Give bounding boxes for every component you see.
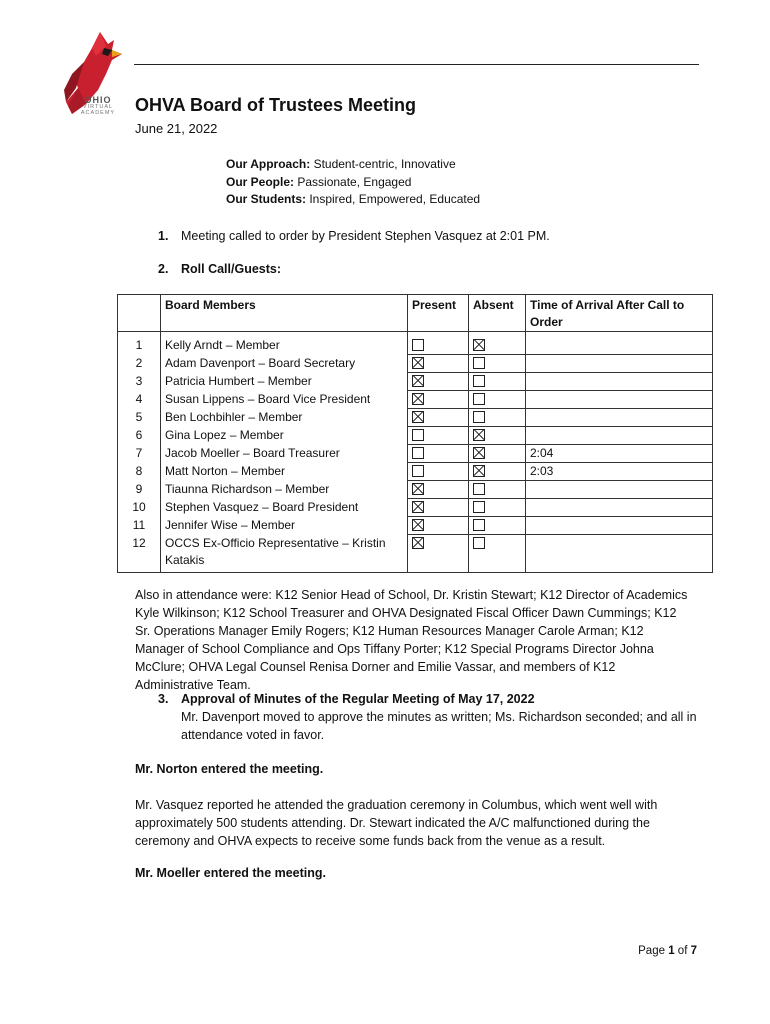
page-title: OHVA Board of Trustees Meeting xyxy=(135,95,417,115)
member-name: Adam Davenport – Board Secretary xyxy=(161,355,408,373)
arrival-time xyxy=(526,355,713,373)
arrival-time xyxy=(526,517,713,535)
present-cell xyxy=(408,409,469,427)
agenda-item-2: 2. Roll Call/Guests: xyxy=(158,262,282,276)
absent-checkbox[interactable] xyxy=(473,339,485,351)
absent-checkbox[interactable] xyxy=(473,357,485,369)
row-number: 1 xyxy=(118,332,161,355)
page-number: Page 1 of 7 xyxy=(638,945,697,957)
col-board-members: Board Members xyxy=(161,295,408,332)
present-checkbox[interactable] xyxy=(412,375,424,387)
member-name: Matt Norton – Member xyxy=(161,463,408,481)
table-row xyxy=(118,409,713,427)
row-number: 7 xyxy=(118,445,161,463)
absent-checkbox[interactable] xyxy=(473,501,485,513)
row-number: 8 xyxy=(118,463,161,481)
member-name: OCCS Ex-Officio Representative – Kristin Katakis xyxy=(161,535,408,573)
arrival-time xyxy=(526,332,713,355)
row-number: 11 xyxy=(118,517,161,535)
table-row xyxy=(118,517,713,535)
member-name: Jacob Moeller – Board Treasurer xyxy=(161,445,408,463)
absent-cell xyxy=(469,535,526,573)
absent-cell xyxy=(469,355,526,373)
present-checkbox[interactable] xyxy=(412,501,424,513)
arrival-time xyxy=(526,373,713,391)
member-name: Gina Lopez – Member xyxy=(161,427,408,445)
table-row xyxy=(118,535,713,573)
table-row xyxy=(118,427,713,445)
member-name: Patricia Humbert – Member xyxy=(161,373,408,391)
header-rule xyxy=(134,64,699,65)
col-absent: Absent xyxy=(469,295,526,332)
table-row xyxy=(118,332,713,355)
member-name: Ben Lochbihler – Member xyxy=(161,409,408,427)
present-checkbox[interactable] xyxy=(412,339,424,351)
absent-checkbox[interactable] xyxy=(473,519,485,531)
arrival-time xyxy=(526,481,713,499)
member-name: Stephen Vasquez – Board President xyxy=(161,499,408,517)
present-cell xyxy=(408,373,469,391)
absent-cell xyxy=(469,332,526,355)
table-row xyxy=(118,355,713,373)
absent-checkbox[interactable] xyxy=(473,411,485,423)
creed-line: Our Approach: Student-centric, Innovative xyxy=(226,157,456,171)
arrival-time: 2:04 xyxy=(526,445,713,463)
present-cell xyxy=(408,391,469,409)
present-checkbox[interactable] xyxy=(412,537,424,549)
present-checkbox[interactable] xyxy=(412,393,424,405)
table-row xyxy=(118,445,713,463)
absent-checkbox[interactable] xyxy=(473,429,485,441)
logo-wordmark: OHIO VIRTUAL ACADEMY xyxy=(80,95,116,116)
creed-block xyxy=(226,156,480,209)
row-number: 12 xyxy=(118,535,161,573)
present-checkbox[interactable] xyxy=(412,411,424,423)
present-checkbox[interactable] xyxy=(412,519,424,531)
present-checkbox[interactable] xyxy=(412,483,424,495)
table-row xyxy=(118,391,713,409)
roll-call-table xyxy=(117,294,713,573)
present-cell xyxy=(408,332,469,355)
absent-cell xyxy=(469,445,526,463)
present-checkbox[interactable] xyxy=(412,429,424,441)
table-row xyxy=(118,373,713,391)
arrival-time xyxy=(526,427,713,445)
present-cell xyxy=(408,499,469,517)
absent-cell xyxy=(469,391,526,409)
present-cell xyxy=(408,355,469,373)
row-number: 5 xyxy=(118,409,161,427)
absent-checkbox[interactable] xyxy=(473,483,485,495)
absent-cell xyxy=(469,373,526,391)
present-checkbox[interactable] xyxy=(412,357,424,369)
row-number: 3 xyxy=(118,373,161,391)
arrival-time xyxy=(526,499,713,517)
table-row xyxy=(118,481,713,499)
present-checkbox[interactable] xyxy=(412,447,424,459)
creed-line: Our People: Passionate, Engaged xyxy=(226,174,412,189)
col-present: Present xyxy=(408,295,469,332)
member-name: Jennifer Wise – Member xyxy=(161,517,408,535)
absent-cell xyxy=(469,427,526,445)
arrival-time xyxy=(526,391,713,409)
present-cell xyxy=(408,427,469,445)
table-header-row xyxy=(118,295,713,332)
absent-checkbox[interactable] xyxy=(473,537,485,549)
present-checkbox[interactable] xyxy=(412,465,424,477)
arrival-time xyxy=(526,409,713,427)
present-cell xyxy=(408,535,469,573)
row-number: 10 xyxy=(118,499,161,517)
member-name: Kelly Arndt – Member xyxy=(161,332,408,355)
row-number: 6 xyxy=(118,427,161,445)
col-arrival: Time of Arrival After Call to Order xyxy=(526,295,713,332)
absent-cell xyxy=(469,499,526,517)
agenda-item-1: 1. Meeting called to order by President Stephen Vasquez at 2:01 PM. xyxy=(158,229,550,243)
arrival-time: 2:03 xyxy=(526,463,713,481)
member-name: Tiaunna Richardson – Member xyxy=(161,481,408,499)
agenda-item-3: 3. Approval of Minutes of the Regular Meeting of May 17, 2022 Mr. Davenport moved to approve the minutes as written; Ms. Richardson seconded; and all in attendance voted in favor. xyxy=(158,692,697,742)
present-cell xyxy=(408,463,469,481)
absent-checkbox[interactable] xyxy=(473,375,485,387)
arrival-time xyxy=(526,535,713,573)
absent-checkbox[interactable] xyxy=(473,465,485,477)
meeting-date: June 21, 2022 xyxy=(135,121,218,136)
absent-cell xyxy=(469,517,526,535)
table-row xyxy=(118,499,713,517)
absent-checkbox[interactable] xyxy=(473,447,485,459)
row-number: 2 xyxy=(118,355,161,373)
absent-cell xyxy=(469,409,526,427)
present-cell xyxy=(408,481,469,499)
norton-entered: Mr. Norton entered the meeting. xyxy=(135,762,324,776)
absent-cell xyxy=(469,481,526,499)
row-number: 9 xyxy=(118,481,161,499)
member-name: Susan Lippens – Board Vice President xyxy=(161,391,408,409)
creed-line: Our Students: Inspired, Empowered, Educated xyxy=(226,192,481,206)
table-row xyxy=(118,463,713,481)
absent-checkbox[interactable] xyxy=(473,393,485,405)
present-cell xyxy=(408,517,469,535)
graduation-paragraph: Mr. Vasquez reported he attended the graduation ceremony in Columbus, which went well with approximately 500 students attending. Dr. Stewart indicated the A/C malfunctioned during the ceremony and OHVA expects to receive some funds back from the venue as a result. xyxy=(135,798,658,848)
absent-cell xyxy=(469,463,526,481)
row-number: 4 xyxy=(118,391,161,409)
attendance-paragraph: Also in attendance were: K12 Senior Head of School, Dr. Kristin Stewart; K12 Director of Academics Kyle Wilkinson; K12 School Treasurer and OHVA Designated Fiscal Officer Dawn Cummings; K12 Sr. Operations Manager Emily Rogers; K12 Human Resources Manager Carole Arman; K12 Manager of School Compliance and Ops Tiffany Porter; K12 Special Programs Director Johna McClure; OHVA Legal Counsel Renisa Dorner and Emilie Vassar, and members of K12 Administrative Team. xyxy=(135,588,688,692)
moeller-entered: Mr. Moeller entered the meeting. xyxy=(135,866,327,880)
present-cell xyxy=(408,445,469,463)
